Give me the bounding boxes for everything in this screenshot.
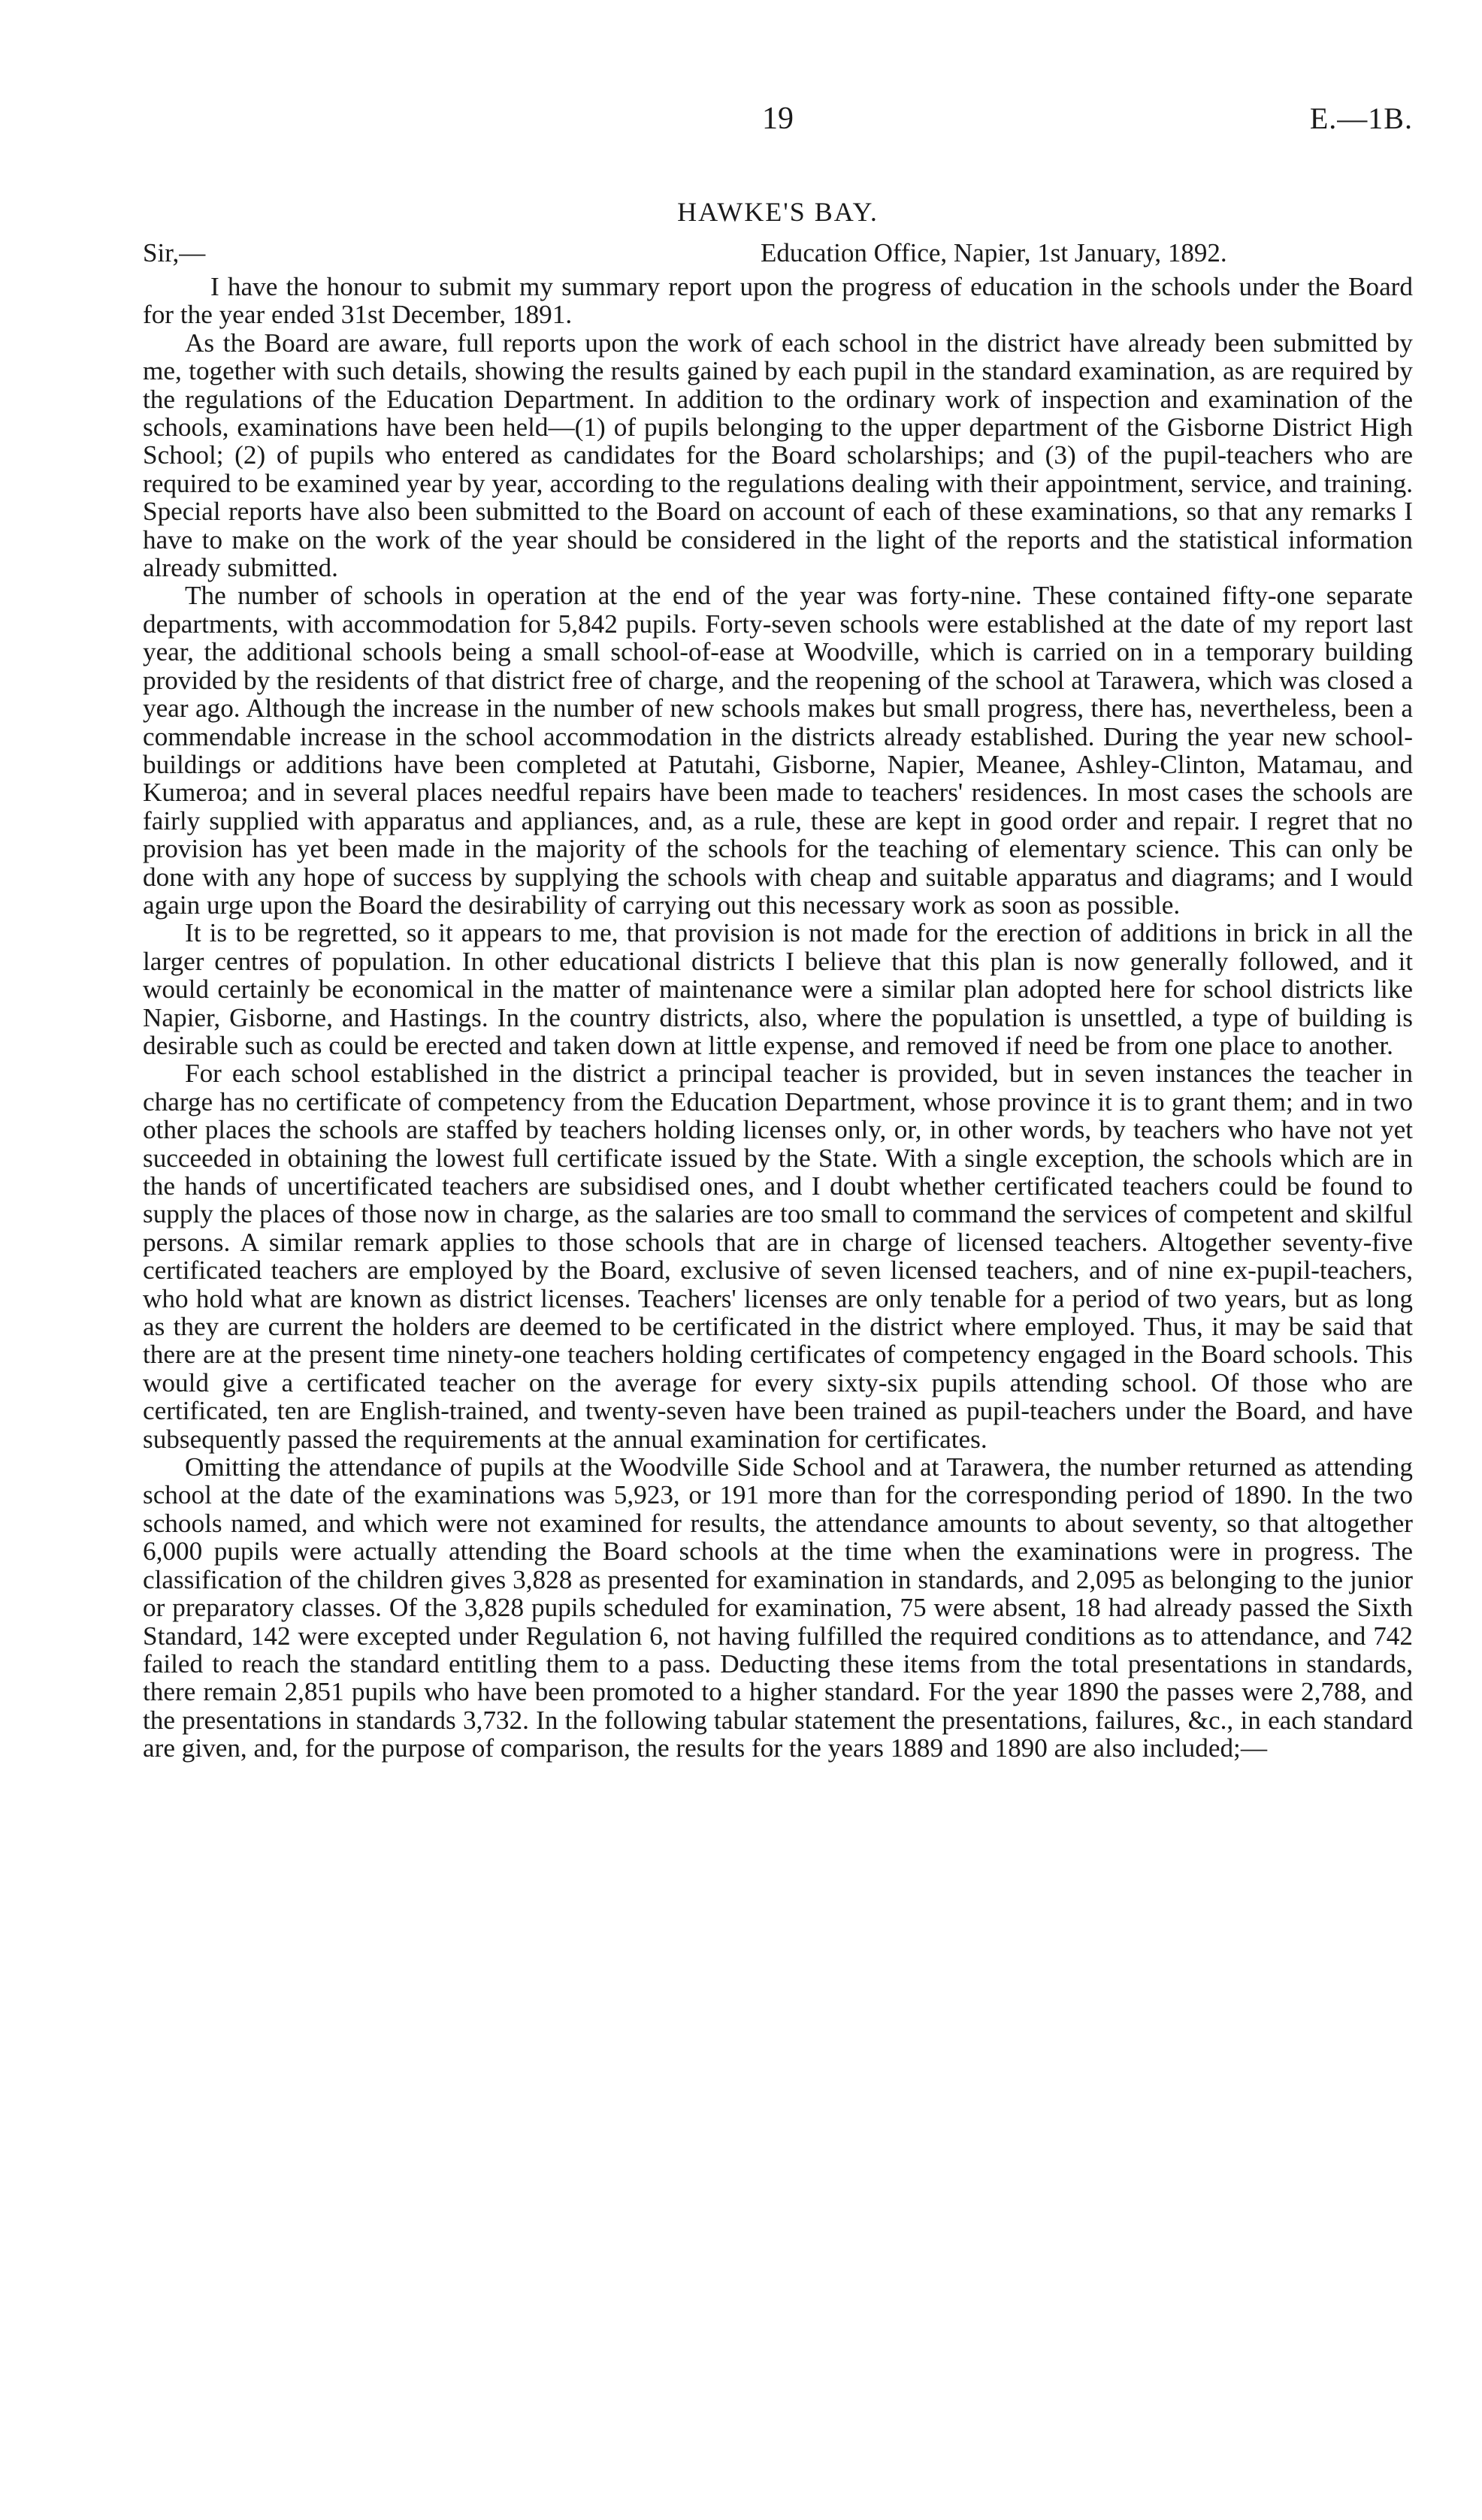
paragraph-brick-additions: It is to be regretted, so it appears to me, that provision is not made for the erection of additions in brick in all the larger centres of population. In other educational districts I believe that this plan is now generally followed, and it would certainly be economical in the matter of maintenance were a similar plan adopted here for school districts like Napier, Gisborne, and Hastings. In the country districts, also, where the population is unsettled, a type of building is desirable such as could be erected and taken down at little expense, and removed if need be from one place to another. <box>143 918 1413 1060</box>
paragraph-teachers: For each school established in the district a principal teacher is provided, but in seven instances the teacher in charge has no certificate of competency from the Education Department, whose province it is to grant them; and in two other places the schools are staffed by teachers holding licenses only, or, in other words, by teachers who have not yet succeeded in obtaining the lowest full certificate issued by the State. With a single exception, the schools which are in the hands of uncertificated teachers are subsidised ones, and I doubt whether certificated teachers could be found to supply the places of those now in charge, as the salaries are too small to command the services of competent and skilful persons. A similar remark applies to those schools that are in charge of licensed teachers. Altogether seventy-five certificated teachers are employed by the Board, exclusive of seven licensed teachers, and of nine ex-pupil-teachers, who hold what are known as district licenses. Teachers' licenses are only tenable for a period of two years, but as long as they are current the holders are deemed to be certificated in the district where employed. Thus, it may be said that there are at the present time ninety-one teachers holding certificates of competency engaged in the Board schools. This would give a certificated teacher on the average for every sixty-six pupils attending school. Of those who are certificated, ten are English-trained, and twenty-seven have been trained as pupil-teachers under the Board, and have subsequently passed the requirements at the annual examination for certificates. <box>143 1059 1413 1454</box>
paragraph-schools-in-operation: The number of schools in operation at the end of the year was forty-nine. These contained fifty-one separate departments, with accommodation for 5,842 pupils. Forty-seven schools were established at the date of my report last year, the additional schools being a small school-of-ease at Woodville, which is carried on in a temporary building provided by the residents of that district free of charge, and the reopening of the school at Tarawera, which was closed a year ago. Although the increase in the number of new schools makes but small progress, there has, nevertheless, been a commendable increase in the school accommodation in the districts already established. During the year new school-buildings or additions have been completed at Patutahi, Gisborne, Napier, Meanee, Ashley-Clinton, Matamau, and Kumeroa; and in several places needful repairs have been made to teachers' residences. In most cases the schools are fairly supplied with apparatus and appliances, and, as a rule, these are kept in good order and repair. I regret that no provision has yet been made in the majority of the schools for the teaching of elementary science. This can only be done with any hope of success by supplying the schools with cheap and suitable apparatus and diagrams; and I would again urge upon the Board the desirability of carrying out this necessary work as soon as possible. <box>143 581 1413 920</box>
report-body <box>143 273 1413 1763</box>
salutation: Sir,— <box>143 238 206 267</box>
paragraph-introduction: I have the honour to submit my summary report upon the progress of education in the schools under the Board for the year ended 31st December, 1891. <box>143 272 1413 330</box>
document-reference: E.—1B. <box>1309 101 1413 135</box>
page-header <box>143 96 1413 141</box>
paragraph-reports-submitted: As the Board are aware, full reports upon the work of each school in the district have already been submitted by me, together with such details, showing the results gained by each pupil in the standard examination, as are required by the regulations of the Education Department. In addition to the ordinary work of inspection and examination of the schools, examinations have been held—(1) of pupils belonging to the upper department of the Gisborne District High School; (2) of pupils who entered as candidates for the Board scholarships; and (3) of the pupil-teachers who are required to be examined year by year, according to the regulations dealing with their appointment, service, and training. Special reports have also been submitted to the Board on account of each of these examinations, so that any remarks I have to make on the work of the year should be considered in the light of the reports and the statistical information already submitted. <box>143 328 1413 583</box>
page-number: 19 <box>762 101 794 136</box>
dateline: Education Office, Napier, 1st January, 1892. <box>761 238 1227 267</box>
paragraph-attendance: Omitting the attendance of pupils at the Woodville Side School and at Tarawera, the number returned as attending school at the date of the examinations was 5,923, or 191 more than for the corresponding period of 1890. In the two schools named, and which were not examined for results, the attendance amounts to about seventy, so that altogether 6,000 pupils were actually attending the Board schools at the time when the examinations were in progress. The classification of the children gives 3,828 as presented for examination in standards, and 2,095 as belonging to the junior or preparatory classes. Of the 3,828 pupils scheduled for examination, 75 were absent, 18 had already passed the Sixth Standard, 142 were excepted under Regulation 6, not having fulfilled the required conditions as to attendance, and 742 failed to reach the standard entitling them to a pass. Deducting these items from the total presentations in standards, there remain 2,851 pupils who have been promoted to a higher standard. For the year 1890 the passes were 2,788, and the presentations in standards 3,732. In the following tabular statement the presentations, failures, &c., in each standard are given, and, for the purpose of comparison, the results for the years 1889 and 1890 are also included;— <box>143 1452 1413 1763</box>
section-title: HAWKE'S BAY. <box>677 197 879 227</box>
salutation-line <box>143 236 1413 270</box>
